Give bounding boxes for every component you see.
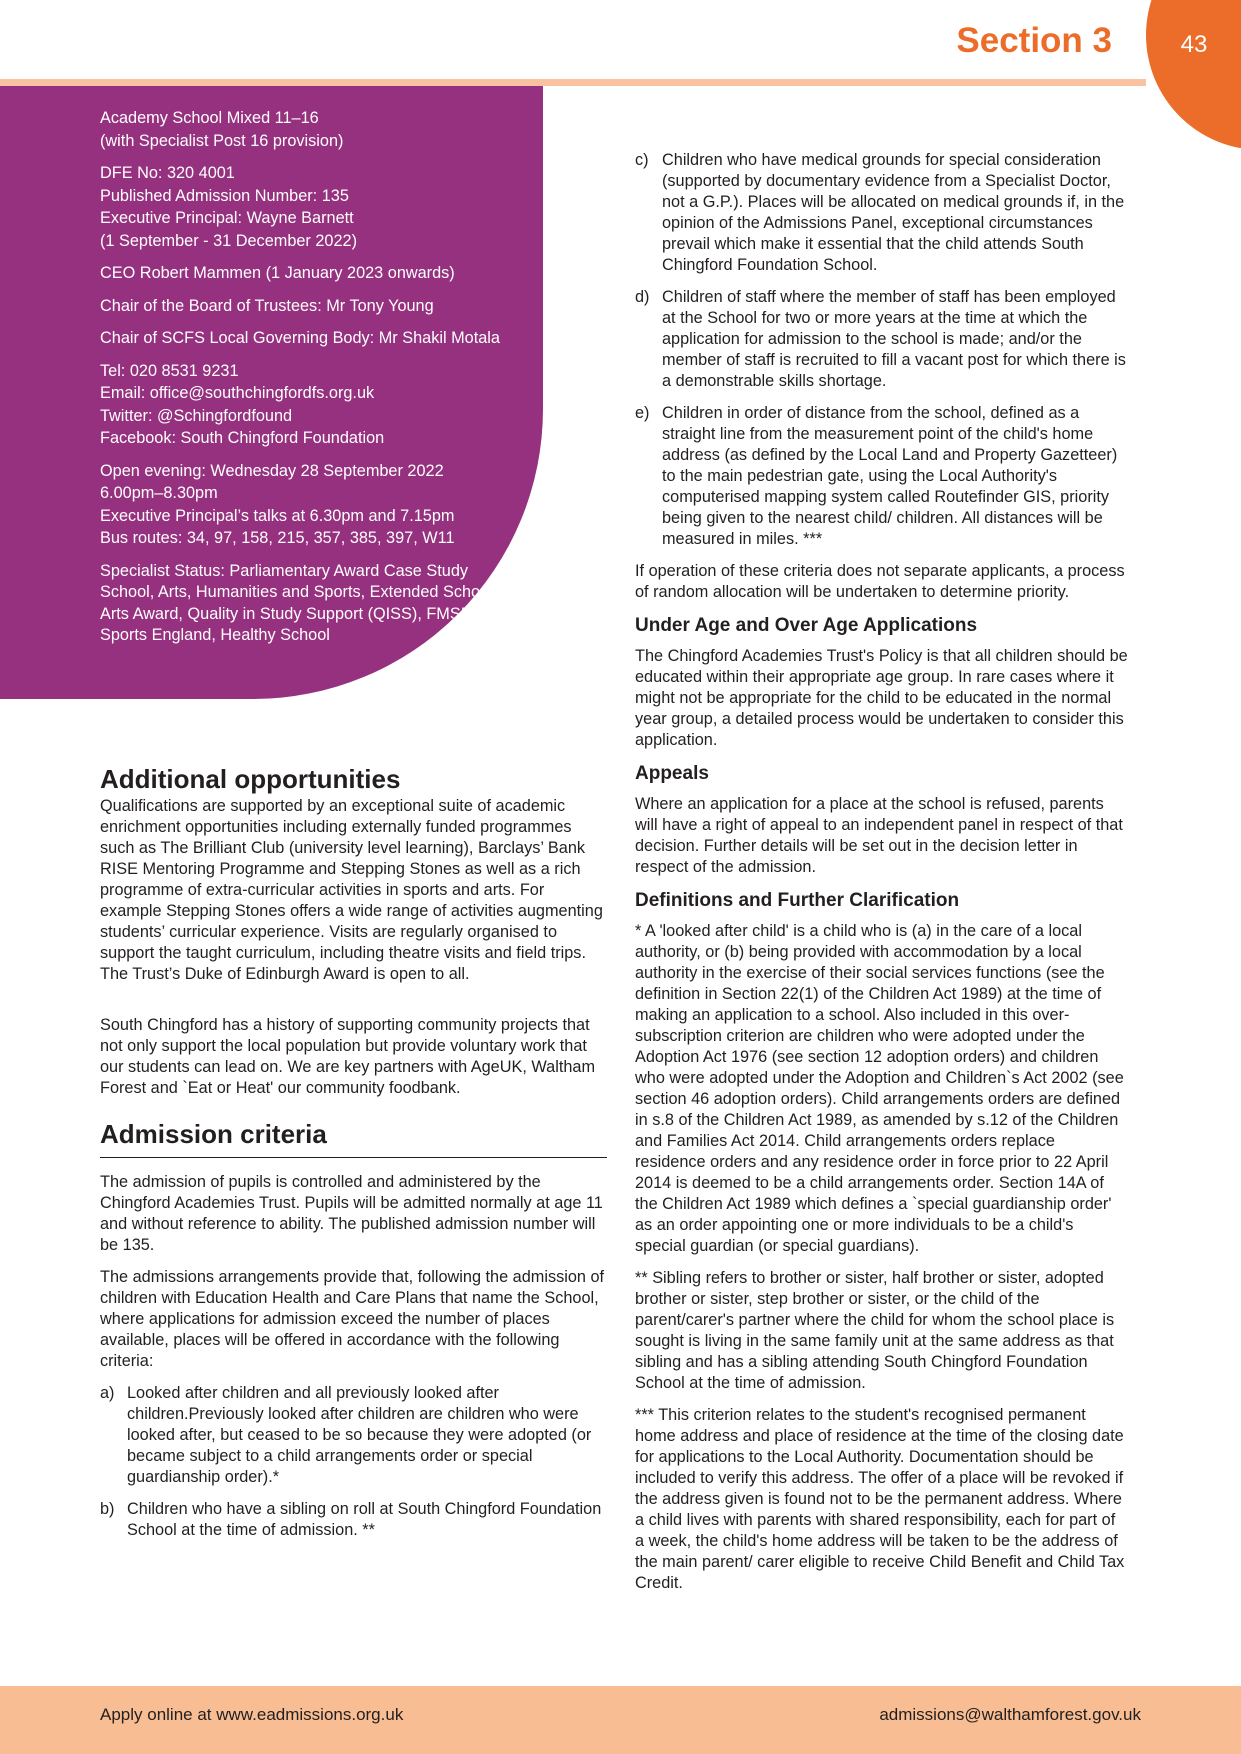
criterion-label: e) [635, 404, 650, 422]
page-number: 43 [1180, 31, 1208, 58]
definitions-heading: Definitions and Further Clarification [635, 890, 960, 911]
additional-opportunities-text: Qualifications are supported by an exceptional suite of academic enrichment opportunities including externally funded programmes such as The Brilliant Club (university level learning), Barclays’ Bank RISE Mentoring Programme and Stepping Stones as well as a rich programme of extra-curricular activities in sports and arts. For example Stepping Stones offers a wide range of activities augmenting students’ curricular experience. Visits are regularly organised to support the taught curriculum, including theatre visits and field trips. The Trust’s Duke of Edinburgh Award is open to all. [100, 797, 603, 983]
admission-number: Published Admission Number: 135 [100, 186, 349, 205]
criterion-text: Children who have a sibling on roll at South Chingford Foundation School at the time of admission. ** [127, 1500, 602, 1539]
admission-intro: The admission of pupils is controlled and administered by the Chingford Academies Trust. Pupils will be admitted normally at age 11 and without reference to ability. The published admission number will be 135. [100, 1173, 603, 1254]
admission-arrangements: The admissions arrangements provide that, following the admission of children with Education Health and Care Plans that name the School, where applications for admission exceed the number of places available, places will be offered in accordance with the following criteria: [100, 1268, 605, 1370]
section-title: Section 3 [956, 21, 1112, 60]
chair-of-governing-body: Chair of SCFS Local Governing Body: Mr Shakil Motala [100, 329, 500, 347]
bus-routes: Bus routes: 34, 97, 158, 215, 357, 385, 397, W11 [100, 529, 455, 547]
criterion-label: a) [100, 1384, 115, 1402]
facebook: Facebook: South Chingford Foundation [100, 429, 385, 447]
admission-criteria-heading: Admission criteria [100, 1117, 607, 1158]
appeals-heading: Appeals [635, 763, 709, 784]
specialist-post16: (with Specialist Post 16 provision) [100, 131, 344, 150]
criterion-text: Looked after children and all previously looked after children.Previously looked after children are children who were looked after, but ceased to be so because they were adopted (or became subject to a child arrangements order or special guardianship order).* [127, 1384, 592, 1486]
criterion-b [100, 1499, 607, 1541]
admissions-email: admissions@walthamforest.gov.uk [879, 1705, 1141, 1724]
criterion-a [100, 1383, 607, 1488]
appeals-text: Where an application for a place at the school is refused, parents will have a right of appeal to an independent panel in respect of that decision. Further details will be set out in the decision letter in respect of the admission. [635, 795, 1123, 876]
page-corner-tab [1146, 0, 1241, 150]
age-applications-heading: Under Age and Over Age Applications [635, 615, 978, 636]
address-definition: *** This criterion relates to the student's recognised permanent home address and place of residence at the time of the closing date for applications to the Local Authority. Documentation should be included to verify this address. The offer of a place will be revoked if the address given is found not to be the permanent address. Where a child lives with parents with shared responsibility, each for part of a week, the child's home address will be taken to be the address of the main parent/ carer eligible to receive Child Benefit and Child Tax Credit. [635, 1406, 1125, 1592]
principal-talks: Executive Principal’s talks at 6.30pm and 7.15pm [100, 506, 455, 525]
criterion-label: b) [100, 1500, 115, 1518]
open-evening: Open evening: Wednesday 28 September 2022 [100, 461, 444, 480]
right-column [635, 150, 1128, 1605]
additional-opportunities-heading: Additional opportunities [100, 764, 401, 794]
open-evening-time: 6.00pm–8.30pm [100, 484, 218, 502]
chair-of-trustees: Chair of the Board of Trustees: Mr Tony Young [100, 296, 434, 315]
random-allocation-text: If operation of these criteria does not separate applicants, a process of random allocation will be undertaken to determine priority. [635, 562, 1125, 601]
community-text: South Chingford has a history of supporting community projects that not only support the local population but provide voluntary work that our students can lead on. We are key partners with AgeUK, Waltham Forest and `Eat or Heat' our community foodbank. [100, 1016, 596, 1097]
looked-after-definition: * A 'looked after child' is a child who is (a) in the care of a local authority, or (b) being provided with accommodation by a local authority in the exercise of their social services functions (see the definition in Section 22(1) of the Children Act 1989) at the time of making an application to a school. Also included in this over-subscription criterion are children who were adopted under the Adoption Act 1976 (see section 12 adoption orders) and children who were adopted under the Adoption and Children`s Act 2002 (see section 46 adoption orders). Child arrangements orders are defined in s.8 of the Children Act 1989, as amended by s.12 of the Children and Families Act 2014. Child arrangements orders replace residence orders and any residence order in force prior to 22 April 2014 is deemed to be a child arrangements order. Section 14A of the Children Act 1989 which defines a `special guardianship order' as an order appointing one or more individuals to be a child's special guardian (or special guardians). [635, 922, 1124, 1255]
criterion-e [635, 403, 1128, 550]
email: Email: office@southchingfordfs.org.uk [100, 384, 375, 402]
criterion-text: Children who have medical grounds for special consideration (supported by documentary evidence from a Specialist Doctor, not a G.P.). Places will be allocated on medical grounds if, in the opinion of the Admissions Panel, exceptional circumstances prevail which make it essential that the child attends South Chingford Foundation School. [662, 151, 1125, 274]
twitter: Twitter: @Schingfordfound [100, 406, 293, 425]
executive-principal-dates: (1 September - 31 December 2022) [100, 231, 358, 250]
school-info-text [100, 108, 520, 658]
criterion-label: d) [635, 288, 650, 306]
ceo: CEO Robert Mammen (1 January 2023 onwards) [100, 264, 455, 282]
criterion-text: Children of staff where the member of staff has been employed at the School for two or more years at the time at which the application for admission to the school is made; and/or the member of staff is recruited to fill a vacant post for which there is a demonstrable skills shortage. [662, 288, 1126, 390]
criterion-d [635, 287, 1128, 392]
header-rule [0, 79, 1146, 86]
footer-bar [0, 1686, 1241, 1754]
executive-principal: Executive Principal: Wayne Barnett [100, 209, 354, 227]
dfe-number: DFE No: 320 4001 [100, 164, 235, 182]
criterion-text: Children in order of distance from the school, defined as a straight line from the measurement point of the child's home address (as defined by the Local Land and Property Gazetteer) to the main pedestrian gate, using the Local Authority's computerised mapping system called Routefinder GIS, priority being given to the nearest child/ children. All distances will be measured in miles. *** [662, 404, 1118, 548]
apply-online-text: Apply online at www.eadmissions.org.uk [100, 1705, 404, 1724]
specialist-status: Specialist Status: Parliamentary Award Case Study School, Arts, Humanities and Sports, Extended School, Arts Award, Quality in Study Support (QISS), FMSIS, Sports England, Healthy School [100, 561, 498, 644]
age-applications-text: The Chingford Academies Trust's Policy is that all children should be educated within their appropriate age group. In rare cases where it might not be appropriate for the child to be educated in the normal year group, a detailed process would be undertaken to consider this application. [635, 647, 1128, 749]
criterion-label: c) [635, 151, 649, 169]
telephone: Tel: 020 8531 9231 [100, 361, 239, 380]
sibling-definition: ** Sibling refers to brother or sister, half brother or sister, adopted brother or sister, step brother or sister, or the child of the parent/carer's partner where the child for whom the school place is sought is living in the same family unit at the same address as that sibling and has a sibling attending South Chingford Foundation School at the time of admission. [635, 1269, 1115, 1392]
criterion-c [635, 150, 1128, 276]
school-type: Academy School Mixed 11–16 [100, 109, 319, 127]
left-column [100, 762, 607, 1552]
